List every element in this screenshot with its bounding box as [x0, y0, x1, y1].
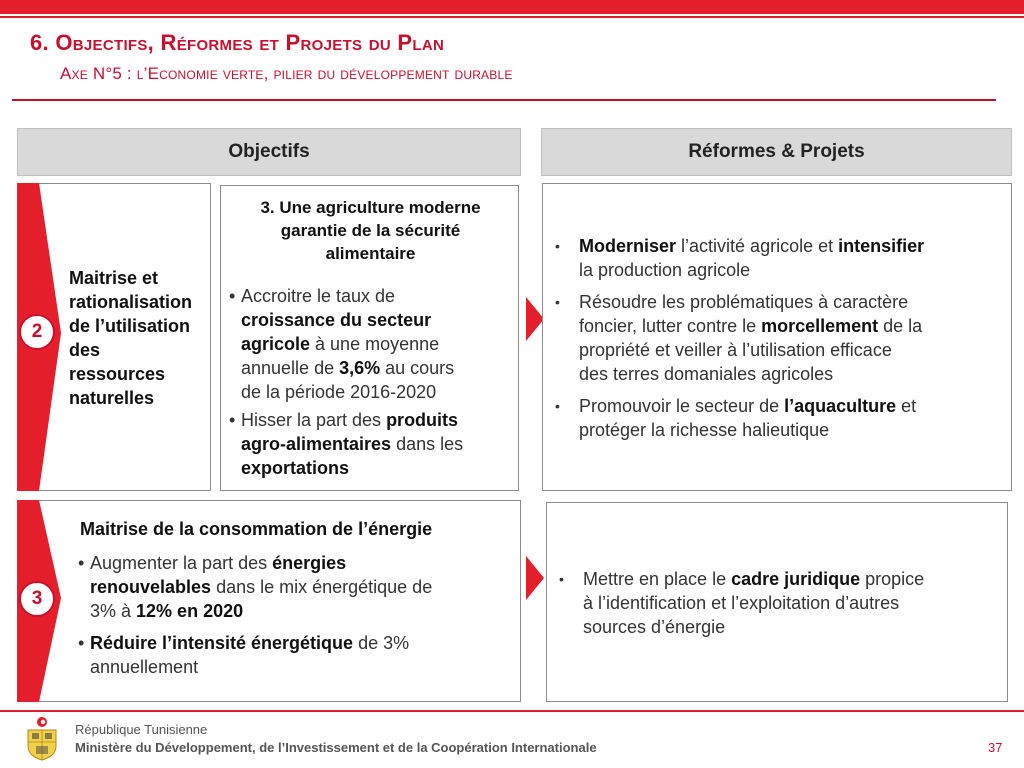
bullet-bold-text: renouvelables [90, 577, 212, 597]
bullet-item [543, 290, 1011, 386]
bullet-text: la production agricole [579, 260, 751, 280]
bullet-text: dans les [391, 434, 464, 454]
bullet-text: sources d’énergie [583, 617, 726, 637]
bullet-text: 3% à [90, 601, 137, 621]
bullet-bold-text: agro-alimentaires [241, 434, 392, 454]
bullet-text: Hisser la part des [241, 410, 387, 430]
bullet-line [241, 380, 514, 404]
bullet-text: et [896, 396, 917, 416]
bullet-bold-text: 3,6% [339, 358, 381, 378]
axis2-label [69, 266, 192, 410]
bullet-bold-text: l’aquaculture [784, 396, 897, 416]
bullet-line [583, 567, 1007, 591]
axis2-label-line: rationalisation [69, 292, 193, 312]
axis3-objectives-box [17, 500, 521, 702]
axis2-label-line: des [69, 340, 101, 360]
bullet-dot-icon: • [229, 410, 236, 430]
axis2-subtitle [221, 196, 520, 265]
axis2-subtitle-line: garantie de la sécurité [280, 221, 461, 240]
footer-divider [0, 710, 1024, 712]
bullet-line [90, 631, 508, 655]
bullet-text: Mettre en place le [583, 569, 732, 589]
axis3-arrow [526, 556, 544, 600]
header-reformes [541, 128, 1012, 176]
bullet-line [583, 591, 1007, 615]
bullet-line [241, 332, 514, 356]
axis2-reformes-list [543, 234, 1011, 450]
bullet-text: de la [878, 316, 923, 336]
bullet-dot-icon: • [555, 294, 560, 310]
bullet-line [241, 432, 514, 456]
bullet-bold-text: agricole [241, 334, 311, 354]
bullet-text: annuelle de [241, 358, 340, 378]
bullet-bold-text: cadre juridique [731, 569, 861, 589]
bullet-text: à l’identification et l’exploitation d’autres [583, 593, 900, 613]
axis2-number-badge: 2 [19, 314, 55, 350]
bullet-line [579, 362, 1011, 386]
bullet-line [241, 456, 514, 480]
bullet-line [90, 655, 508, 679]
bullet-dot-icon: • [555, 238, 560, 254]
axis2-label-line: ressources [69, 364, 166, 384]
bullet-dot-icon: • [229, 286, 236, 306]
top-red-bar [0, 0, 1024, 14]
bullet-dot-icon: • [555, 398, 560, 414]
bullet-item [78, 631, 508, 679]
bullet-line [241, 284, 514, 308]
axis3-reformes-list [547, 567, 1007, 647]
axis2-label-line: Maitrise et [69, 268, 159, 288]
axis2-label-line: naturelles [69, 388, 155, 408]
tunisia-emblem-icon [22, 716, 62, 762]
bullet-bold-text: croissance du secteur [241, 310, 432, 330]
axis3-title: Maitrise de la consommation de l’énergie [80, 519, 433, 539]
axis3-number-badge: 3 [19, 581, 55, 617]
bullet-item [229, 284, 514, 404]
axis3-reformes-box [546, 502, 1008, 702]
axis2-reformes-box [542, 183, 1012, 491]
bullet-line [579, 394, 1011, 418]
bullet-line [579, 418, 1011, 442]
bullet-bold-text: intensifier [838, 236, 925, 256]
bullet-line [90, 575, 508, 599]
axis3-objectives-list [78, 551, 508, 687]
bullet-text: propriété et veiller à l’utilisation efficace [579, 340, 892, 360]
footer-country: République Tunisienne [75, 722, 208, 737]
bullet-text: des terres domaniales agricoles [579, 364, 834, 384]
bullet-text: à une moyenne [310, 334, 440, 354]
top-red-line [0, 16, 1024, 18]
bullet-bold-text: énergies [272, 553, 347, 573]
bullet-line [241, 308, 514, 332]
header-objectifs-label: Objectifs [228, 141, 310, 162]
bullet-text: Augmenter la part des [90, 553, 273, 573]
bullet-line [90, 599, 508, 623]
bullet-item [78, 551, 508, 623]
bullet-line [579, 290, 1011, 314]
bullet-text: Accroitre le taux de [241, 286, 396, 306]
bullet-line [579, 338, 1011, 362]
bullet-line [583, 615, 1007, 639]
title-divider [12, 99, 996, 101]
axis2-subtitle-line: alimentaire [325, 244, 416, 263]
bullet-line [579, 258, 1011, 282]
axis2-label-line: de l’utilisation [69, 316, 191, 336]
slide-title: 6. Objectifs, Réformes et Projets du Plan [30, 30, 445, 55]
bullet-bold-text: Réduire l’intensité énergétique [90, 633, 354, 653]
bullet-text: foncier, lutter contre le [579, 316, 762, 336]
bullet-text: annuellement [90, 657, 199, 677]
header-reformes-label: Réformes & Projets [688, 141, 865, 162]
bullet-line [241, 356, 514, 380]
bullet-line [579, 234, 1011, 258]
bullet-line [90, 551, 508, 575]
bullet-dot-icon: • [78, 553, 85, 573]
bullet-text: Résoudre les problématiques à caractère [579, 292, 909, 312]
bullet-text: dans le mix énergétique de [211, 577, 433, 597]
bullet-text: propice [860, 569, 925, 589]
bullet-text: Promouvoir le secteur de [579, 396, 785, 416]
bullet-item [547, 567, 1007, 639]
axis2-objectives-list [229, 284, 514, 484]
bullet-text: de 3% [353, 633, 410, 653]
axis2-subtitle-line: 3. Une agriculture moderne [260, 198, 481, 217]
bullet-dot-icon: • [559, 571, 564, 587]
axis2-objectives-box [220, 185, 519, 491]
bullet-bold-text: 12% en 2020 [136, 601, 244, 621]
bullet-line [579, 314, 1011, 338]
bullet-bold-text: exportations [241, 458, 350, 478]
bullet-text: de la période 2016-2020 [241, 382, 437, 402]
bullet-item [543, 234, 1011, 282]
bullet-line [241, 408, 514, 432]
bullet-text: protéger la richesse halieutique [579, 420, 830, 440]
bullet-bold-text: produits [386, 410, 459, 430]
slide-subtitle: Axe N°5 : l’Economie verte, pilier du développement durable [60, 64, 513, 83]
header-objectifs [17, 128, 521, 176]
bullet-dot-icon: • [78, 633, 85, 653]
footer-ministry: Ministère du Développement, de l’Investissement et de la Coopération Internationale [75, 740, 597, 755]
bullet-item [543, 394, 1011, 442]
page-number: 37 [988, 740, 1003, 755]
bullet-bold-text: morcellement [761, 316, 879, 336]
bullet-item [229, 408, 514, 480]
bullet-text: au cours [380, 358, 455, 378]
bullet-bold-text: Moderniser [579, 236, 677, 256]
bullet-text: l’activité agricole et [676, 236, 839, 256]
